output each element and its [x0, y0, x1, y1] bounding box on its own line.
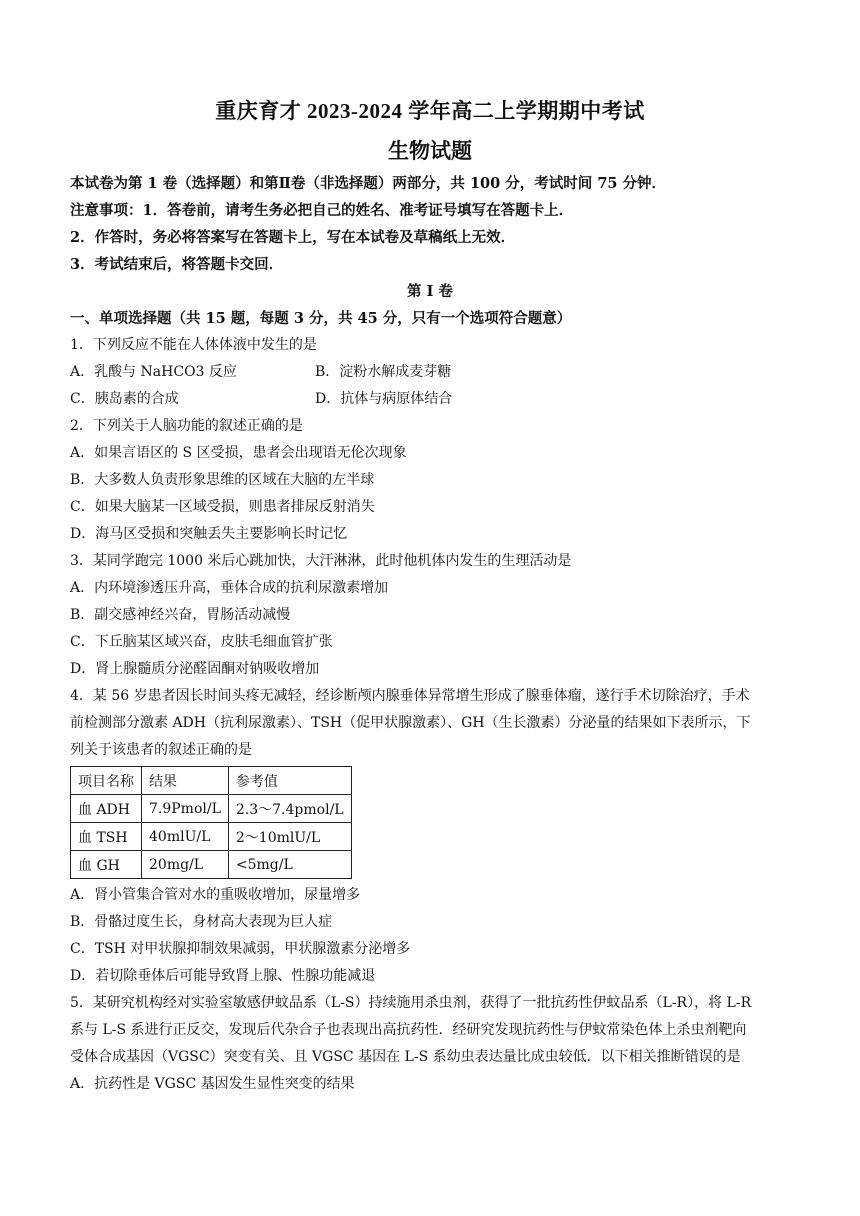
q1-options-row-1 [70, 359, 790, 386]
q1-option-b: B．淀粉水解成麦芽糖 [315, 364, 452, 380]
q4-option-c: C．TSH 对甲状腺抑制效果减弱，甲状腺激素分泌增多 [70, 941, 411, 957]
q3-stem: 3．某同学跑完 1000 米后心跳加快，大汗淋淋，此时他机体内发生的生理活动是 [70, 553, 572, 569]
table-header-cell: 参考值 [228, 767, 351, 795]
exam-subtitle: 生物试题 [388, 138, 472, 163]
q3-option-c: C．下丘脑某区域兴奋，皮肤毛细血管扩张 [70, 634, 333, 650]
table-cell: 20mg/L [142, 851, 229, 879]
q4-stem-line-1: 4．某 56 岁患者因长时间头疼无减轻，经诊断颅内腺垂体异常增生形成了腺垂体瘤，遂行手术切除治疗，手术 [70, 688, 750, 704]
table-header-cell: 结果 [142, 767, 229, 795]
q3-option-a: A．内环境渗透压升高，垂体合成的抗利尿激素增加 [70, 580, 389, 596]
table-row [71, 823, 352, 851]
q1-stem: 1．下列反应不能在人体体液中发生的是 [70, 337, 317, 353]
intro-line: 本试卷为第 1 卷（选择题）和第Ⅱ卷（非选择题）两部分，共 100 分，考试时间 75 分钟． [70, 175, 667, 192]
q3-option-d: D．肾上腺髓质分泌醛固酮对钠吸收增加 [70, 661, 320, 677]
q2-option-d: D．海马区受损和突触丢失主要影响长时记忆 [70, 526, 348, 542]
q4-option-a: A．肾小管集合管对水的重吸收增加，尿量增多 [70, 887, 361, 903]
q5-option-a: A．抗药性是 VGSC 基因发生显性突变的结果 [70, 1076, 355, 1092]
table-cell: <5mg/L [228, 851, 351, 879]
note-3: 3．考试结束后，将答题卡交回． [70, 256, 284, 273]
note-1: 注意事项：1．答卷前，请考生务必把自己的姓名、准考证号填写在答题卡上． [70, 202, 574, 219]
q1-option-c: C．胰岛素的合成 [70, 391, 179, 407]
q1-option-d: D．抗体与病原体结合 [315, 391, 453, 407]
table-cell: 血 ADH [71, 795, 142, 823]
table-cell: 40mlU/L [142, 823, 229, 851]
table-row [71, 851, 352, 879]
exam-title: 重庆育才 2023-2024 学年高二上学期期中考试 [215, 99, 645, 123]
q5-stem-line-1: 5．某研究机构经对实验室敏感伊蚊品系（L-S）持续施用杀虫剂，获得了一批抗药性伊蚊品系（L-R），将 L-R [70, 995, 752, 1011]
q4-option-b: B．骨骼过度生长，身材高大表现为巨人症 [70, 914, 333, 930]
table-header-row [71, 767, 352, 795]
table-header-cell: 项目名称 [71, 767, 142, 795]
q4-stem-line-3: 列关于该患者的叙述正确的是 [70, 742, 252, 758]
q2-option-a: A．如果言语区的 S 区受损，患者会出现语无伦次现象 [70, 445, 407, 461]
table-cell: 7.9Pmol/L [142, 795, 229, 823]
volume-heading: 第 I 卷 [407, 283, 453, 300]
table-row [71, 795, 352, 823]
q3-option-b: B．副交感神经兴奋，胃肠活动减慢 [70, 607, 291, 623]
hormone-table [70, 766, 352, 879]
q2-option-b: B．大多数人负责形象思维的区域在大脑的左半球 [70, 472, 375, 488]
q4-stem-line-2: 前检测部分激素 ADH（抗利尿激素）、TSH（促甲状腺激素）、GH（生长激素）分泌量的结果如下表所示，下 [70, 715, 751, 731]
q2-option-c: C．如果大脑某一区域受损，则患者排尿反射消失 [70, 499, 375, 515]
q4-option-d: D．若切除垂体后可能导致肾上腺、性腺功能减退 [70, 968, 376, 984]
q5-stem-line-2: 系与 L-S 系进行正反交，发现后代杂合子也表现出高抗药性．经研究发现抗药性与伊蚊常染色体上杀虫剂靶向 [70, 1022, 747, 1038]
table-cell: 2～10mlU/L [228, 823, 351, 851]
q1-option-a: A．乳酸与 NaHCO3 反应 [70, 364, 237, 380]
note-2: 2．作答时，务必将答案写在答题卡上，写在本试卷及草稿纸上无效． [70, 229, 516, 246]
table-cell: 血 TSH [71, 823, 142, 851]
q1-options-row-2 [70, 386, 790, 413]
section-heading: 一、单项选择题（共 15 题，每题 3 分，共 45 分，只有一个选项符合题意） [70, 310, 572, 327]
table-cell: 血 GH [71, 851, 142, 879]
q2-stem: 2．下列关于人脑功能的叙述正确的是 [70, 418, 303, 434]
q5-stem-line-3: 受体合成基因（VGSC）突变有关、且 VGSC 基因在 L-S 系幼虫表达量比成虫较低．以下相关推断错误的是 [70, 1049, 741, 1065]
table-cell: 2.3～7.4pmol/L [228, 795, 351, 823]
